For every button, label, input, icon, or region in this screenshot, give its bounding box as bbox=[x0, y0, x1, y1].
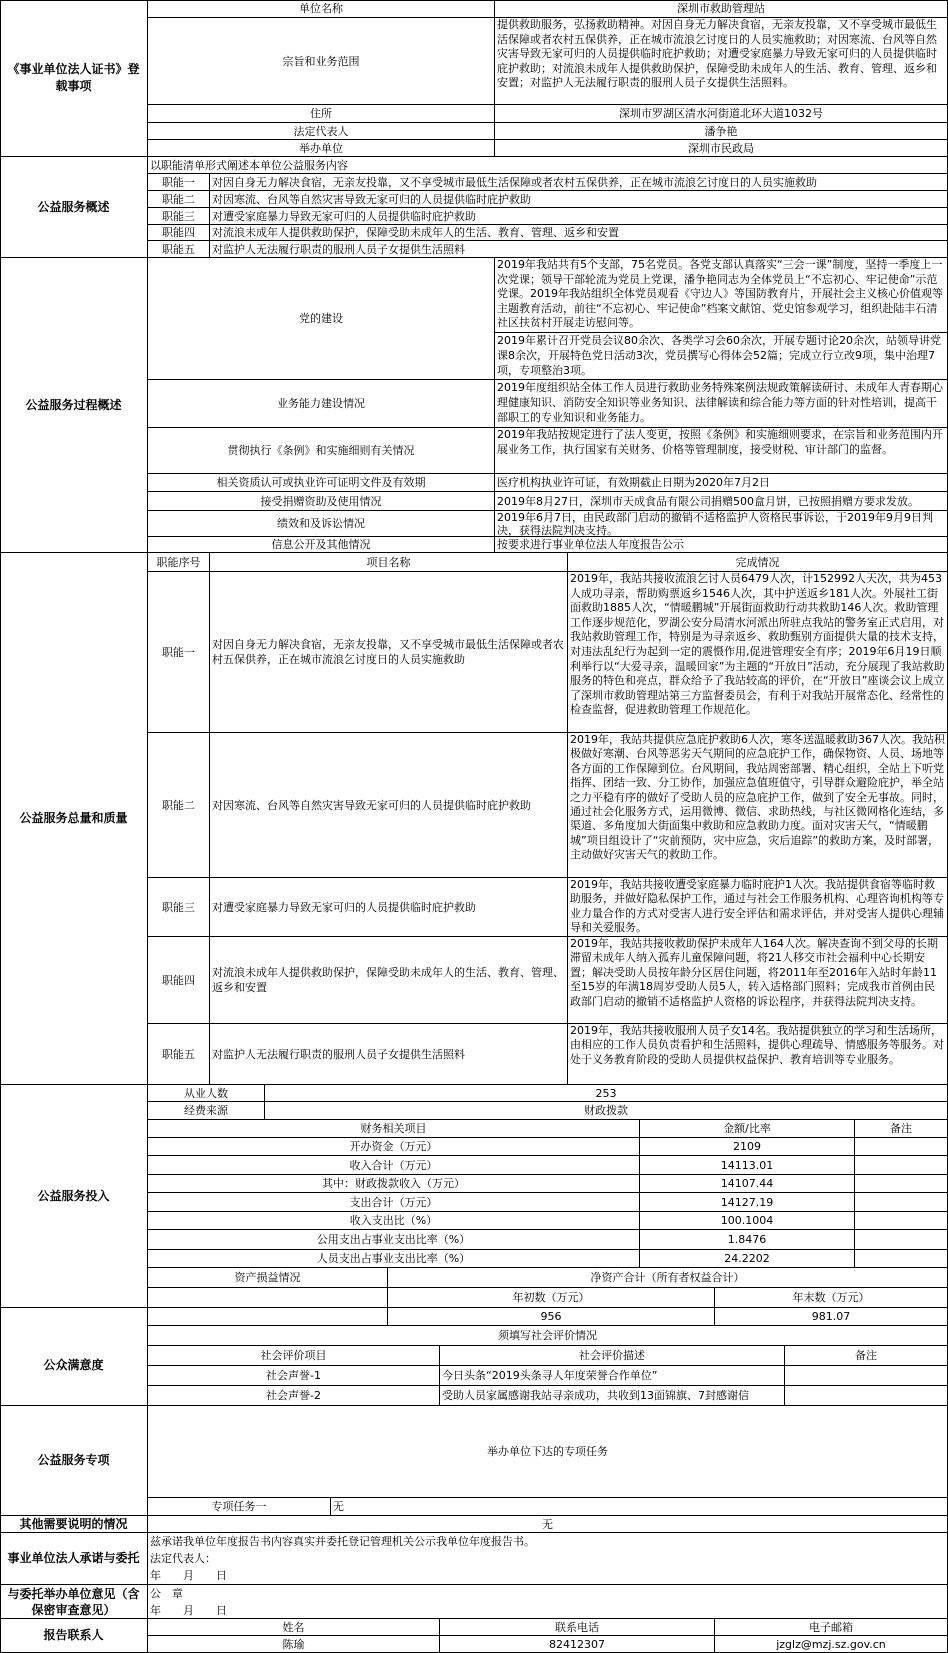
assets-empty-cell bbox=[148, 1288, 388, 1308]
end-year-value: 981.07 bbox=[715, 1308, 948, 1326]
staff-count-label: 从业人数 bbox=[148, 1085, 265, 1102]
function-no: 职能五 bbox=[148, 241, 210, 258]
process-value-litigation: 2019年6月7日，由民政部门启动的撤销不适格监护人资格民事诉讼，于2019年9月9日判决，获得法院判决支持。 bbox=[495, 511, 948, 537]
funding-source-value: 财政拨款 bbox=[265, 1102, 948, 1120]
satisfaction-desc: 今日头条“2019头条寻人年度荣誉合作单位” bbox=[440, 1366, 785, 1386]
quality-row-no: 职能五 bbox=[148, 1024, 210, 1085]
satisfaction-note bbox=[785, 1366, 948, 1386]
satisfaction-header-desc: 社会评价描述 bbox=[440, 1346, 785, 1366]
process-value-party-1: 2019年我站共有5个支部，75名党员。各党支部认真落实“三会一课”制度，坚持一季度上一次党课；领导干部轮流为党员上党课，潘争艳同志为全体党员上“不忘初心、牢记使命”示范党课。2019年我站组织全体党员观看《守边人》等国防教育片，开展社会主义核心价值观等主题教育活动，前往“不忘初心、牢记使命”档案文献馆、党史馆参观学习，组织赴陆丰石清社区扶贫村开展走访慰问等。 bbox=[495, 258, 948, 333]
special-task-value: 无 bbox=[331, 1498, 948, 1516]
quality-row-no: 职能二 bbox=[148, 733, 210, 878]
section-label-commitment: 事业单位法人承诺与委托 bbox=[0, 1533, 148, 1585]
section-label-process: 公益服务过程概述 bbox=[0, 258, 148, 553]
finance-note bbox=[855, 1193, 948, 1212]
service-overview-intro: 以职能清单形式阐述本单位公益服务内容 bbox=[148, 157, 948, 174]
finance-value: 14107.44 bbox=[640, 1175, 855, 1193]
finance-value: 14113.01 bbox=[640, 1156, 855, 1175]
quality-row-name: 对因自身无力解决食宿，无亲友投靠，又不享受城市最低生活保障或者农村五保供养，正在城市流浪乞讨度日的人员实施救助 bbox=[210, 572, 568, 733]
contact-header-phone: 联系电话 bbox=[440, 1619, 715, 1636]
contact-header-email: 电子邮箱 bbox=[715, 1619, 948, 1636]
field-label-legal-rep: 法定代表人 bbox=[148, 123, 495, 140]
quality-row-result: 2019年，我站共接收救助保护未成年人164人次。解决查询不到父母的长期滞留未成年人纳入孤弃儿童保障问题，将21人移交市社会福利中心长期安置；解决受助人员按年龄分区居住问题，将2011年至2016年入站时年龄11至15岁的年满18周岁受助人员5人，转入适格部门照料；完成我市首例由民政部门启动的撤销不适格监护人资格的诉讼程序，并获得法院判决支持。 bbox=[568, 937, 948, 1024]
quality-row-name: 对监护人无法履行职责的服刑人员子女提供生活照料 bbox=[210, 1024, 568, 1085]
quality-row-result: 2019年，我站共接收遭受家庭暴力临时庇护1人次。我站提供食宿等临时救助服务，并做好隐私保护工作，通过与社会工作服务机构、心理咨询机构等专业力量合作的方式对受害人进行安全评估和需求评估，并对受害人提供心理辅导和关爱服务。 bbox=[568, 878, 948, 937]
process-label-regulation: 贯彻执行《条例》和实施细则有关情况 bbox=[148, 428, 495, 474]
commitment-date: 年 月 日 bbox=[150, 1569, 227, 1582]
staff-count-value: 253 bbox=[265, 1085, 948, 1102]
process-label-license: 相关资质认可或执业许可证明文件及有效期 bbox=[148, 474, 495, 492]
opinion-seal: 公 章 bbox=[150, 1586, 183, 1600]
function-text: 对监护人无法履行职责的服刑人员子女提供生活照料 bbox=[210, 241, 948, 258]
satisfaction-header-note: 备注 bbox=[785, 1346, 948, 1366]
function-no: 职能二 bbox=[148, 191, 210, 208]
contact-email[interactable]: jzglz@mzj.sz.gov.cn bbox=[715, 1636, 948, 1653]
process-value-party-2: 2019年累计召开党员会议80余次、各类学习会60余次，开展专题讨论20余次，站领导讲党课8余次，开展特色党日活动3次，党员撰写心得体会52篇；完成立行立改9项，集中治理7项，专项整治3项。 bbox=[495, 333, 948, 380]
opinion-date: 年 月 日 bbox=[150, 1603, 227, 1617]
finance-header-amount: 金额/比率 bbox=[640, 1120, 855, 1138]
quality-row-no: 职能三 bbox=[148, 878, 210, 937]
finance-item: 其中：财政拨款收入（万元） bbox=[148, 1175, 640, 1193]
other-value: 无 bbox=[148, 1516, 948, 1533]
section-label-opinion: 与委托举办单位意见（含保密审查意见） bbox=[0, 1585, 148, 1619]
opinion-body bbox=[148, 1585, 948, 1619]
field-value-purpose: 提供救助服务，弘扬救助精神。对因自身无力解决食宿，无亲友投靠，又不享受城市最低生活保障或者农村五保供养，正在城市流浪乞讨度日的人员实施救助；对因寒流、台风等自然灾害导致无家可归的人员提供临时庇护救助；对遭受家庭暴力导致无家可归的人员提供临时庇护救助；对流浪未成年人提供救助保护，保障受助未成年人的生活、教育、管理、返乡和安置；对监护人无法履行职责的服刑人员子女提供生活照料。 bbox=[495, 18, 948, 105]
section-label-input: 公益服务投入 bbox=[0, 1085, 148, 1308]
finance-value: 100.1004 bbox=[640, 1212, 855, 1230]
process-label-party: 党的建设 bbox=[148, 258, 495, 380]
satisfaction-desc: 受助人员家属感谢我站寻亲成功，共收到13面锦旗、7封感谢信 bbox=[440, 1386, 785, 1406]
finance-note bbox=[855, 1175, 948, 1193]
commitment-statement: 兹承诺我单位年度报告书内容真实并委托登记管理机关公示我单位年度报告书。 bbox=[150, 1535, 535, 1548]
finance-note bbox=[855, 1230, 948, 1250]
satisfaction-note bbox=[785, 1386, 948, 1406]
quality-header-name: 项目名称 bbox=[210, 553, 568, 572]
process-label-capacity: 业务能力建设情况 bbox=[148, 380, 495, 428]
quality-row-result: 2019年，我站共提供应急庇护救助6人次，寒冬送温暖救助367人次。我站积极做好寒潮、台风等恶劣天气期间的应急庇护工作，确保物资、人员、场地等各方面的工作保障到位。台风期间，我站周密部署、精心组织，全站上下听党指挥、团结一致、分工协作，加强应急值班值守，引导群众避险庇护，举全站之力平稳有序的做好了受助人员的应急庇护工作，做到了安全无事故。同时，通过社会化服务方式，运用微博、微信、求助热线，与社区微网格化连结，多渠道、多角度加大街面集中救助和应急救助力度。面对灾害天气，“情暖鹏城”项目组设计了“灾前预防，灾中应急，灾后追踪”的救助方案，及时部署，主动做好灾害天气的救助工作。 bbox=[568, 733, 948, 878]
section-label-registration: 《事业单位法人证书》登载事项 bbox=[0, 0, 148, 157]
section-label-other: 其他需要说明的情况 bbox=[0, 1516, 148, 1533]
quality-row-name: 对因寒流、台风等自然灾害导致无家可归的人员提供临时庇护救助 bbox=[210, 733, 568, 878]
finance-item: 支出合计（万元） bbox=[148, 1193, 640, 1212]
contact-name: 陈瑜 bbox=[148, 1636, 440, 1653]
satisfaction-header-item: 社会评价项目 bbox=[148, 1346, 440, 1366]
special-task-label: 专项任务一 bbox=[148, 1498, 331, 1516]
special-title: 举办单位下达的专项任务 bbox=[148, 1406, 948, 1498]
contact-phone: 82412307 bbox=[440, 1636, 715, 1653]
input-section-continuation bbox=[0, 1308, 148, 1326]
process-label-litigation: 绩效和及诉讼情况 bbox=[148, 511, 495, 537]
field-label-sponsor: 举办单位 bbox=[148, 140, 495, 157]
satisfaction-item: 社会声誉-2 bbox=[148, 1386, 440, 1406]
process-value-regulation: 2019年我站按规定进行了法人变更，按照《条例》和实施细则要求，在宗旨和业务范围内开展业务工作，执行国家有关财务、价格等管理制度，接受财税、审计部门的监督。 bbox=[495, 428, 948, 474]
field-value-sponsor: 深圳市民政局 bbox=[495, 140, 948, 157]
finance-item: 收入合计（万元） bbox=[148, 1156, 640, 1175]
process-label-disclosure: 信息公开及其他情况 bbox=[148, 537, 495, 553]
finance-note bbox=[855, 1250, 948, 1268]
finance-header-item: 财务相关项目 bbox=[148, 1120, 640, 1138]
begin-year-label: 年初数（万元） bbox=[388, 1288, 715, 1308]
quality-row-name: 对流浪未成年人提供救助保护，保障受助未成年人的生活、教育、管理、返乡和安置 bbox=[210, 937, 568, 1024]
assets-empty-cell bbox=[148, 1308, 388, 1326]
finance-item: 人员支出占事业支出比率（%） bbox=[148, 1250, 640, 1268]
function-no: 职能一 bbox=[148, 174, 210, 191]
section-label-special: 公益服务专项 bbox=[0, 1406, 148, 1516]
contact-header-name: 姓名 bbox=[148, 1619, 440, 1636]
satisfaction-item: 社会声誉-1 bbox=[148, 1366, 440, 1386]
section-label-satisfaction: 公众满意度 bbox=[0, 1326, 148, 1406]
finance-item: 开办资金（万元） bbox=[148, 1138, 640, 1156]
field-label-address: 住所 bbox=[148, 105, 495, 123]
satisfaction-title: 须填写社会评价情况 bbox=[148, 1326, 948, 1346]
process-value-capacity: 2019年度组织站全体工作人员进行救助业务特殊案例法规政策解读研讨、未成年人青春期心理健康知识、消防安全知识等业务知识、法律解读和综合能力等方面的针对性培训，提高干部职工的专业知识和业务能力。 bbox=[495, 380, 948, 428]
function-no: 职能四 bbox=[148, 225, 210, 241]
function-no: 职能三 bbox=[148, 208, 210, 225]
finance-item: 公用支出占事业支出比率（%） bbox=[148, 1230, 640, 1250]
function-text: 对流浪未成年人提供救助保护，保障受助未成年人的生活、教育、管理、返乡和安置 bbox=[210, 225, 948, 241]
quality-header-result: 完成情况 bbox=[568, 553, 948, 572]
field-label-unit-name: 单位名称 bbox=[148, 0, 495, 18]
field-value-unit-name: 深圳市救助管理站 bbox=[495, 0, 948, 18]
section-label-contact: 报告联系人 bbox=[0, 1619, 148, 1653]
quality-row-result: 2019年，我站共接收服刑人员子女14名。我站提供独立的学习和生活场所，由相应的工作人员负责看护和生活照料，提供心理疏导、情感服务等服务。对处于义务教育阶段的受助人员提供权益保护、教育培训等专业服务。 bbox=[568, 1024, 948, 1085]
quality-row-no: 职能四 bbox=[148, 937, 210, 1024]
function-text: 对遭受家庭暴力导致无家可归的人员提供临时庇护救助 bbox=[210, 208, 948, 225]
section-label-quality: 公益服务总量和质量 bbox=[0, 553, 148, 1085]
finance-note bbox=[855, 1138, 948, 1156]
field-label-purpose: 宗旨和业务范围 bbox=[148, 18, 495, 105]
function-text: 对因寒流、台风等自然灾害导致无家可归的人员提供临时庇护救助 bbox=[210, 191, 948, 208]
assets-label: 资产损益情况 bbox=[148, 1268, 388, 1288]
begin-year-value: 956 bbox=[388, 1308, 715, 1326]
process-value-donation: 2019年8月27日，深圳市天成食品有限公司捐赠500盒月饼，已按照捐赠方要求发放。 bbox=[495, 492, 948, 511]
section-label-service-overview: 公益服务概述 bbox=[0, 157, 148, 258]
finance-item: 收入支出比（%） bbox=[148, 1212, 640, 1230]
finance-header-note: 备注 bbox=[855, 1120, 948, 1138]
function-text: 对因自身无力解决食宿，无亲友投靠，又不享受城市最低生活保障或者农村五保供养，正在城市流浪乞讨度日的人员实施救助 bbox=[210, 174, 948, 191]
quality-header-no: 职能序号 bbox=[148, 553, 210, 572]
end-year-label: 年末数（万元） bbox=[715, 1288, 948, 1308]
commitment-legal-rep: 法定代表人： bbox=[150, 1552, 216, 1565]
quality-row-name: 对遭受家庭暴力导致无家可归的人员提供临时庇护救助 bbox=[210, 878, 568, 937]
finance-value: 14127.19 bbox=[640, 1193, 855, 1212]
commitment-body bbox=[148, 1533, 948, 1585]
finance-note bbox=[855, 1212, 948, 1230]
quality-row-no: 职能一 bbox=[148, 572, 210, 733]
process-value-disclosure: 按要求进行事业单位法人年度报告公示 bbox=[495, 537, 948, 553]
finance-note bbox=[855, 1156, 948, 1175]
finance-value: 24.2202 bbox=[640, 1250, 855, 1268]
process-value-license: 医疗机构执业许可证，有效期截止日期为2020年7月2日 bbox=[495, 474, 948, 492]
finance-value: 1.8476 bbox=[640, 1230, 855, 1250]
funding-source-label: 经费来源 bbox=[148, 1102, 265, 1120]
process-label-donation: 接受捐赠资助及使用情况 bbox=[148, 492, 495, 511]
field-value-legal-rep: 潘争艳 bbox=[495, 123, 948, 140]
quality-row-result: 2019年，我站共接收流浪乞讨人员6479人次，计152992人天次，共为453人成功寻亲，帮助购票返乡1546人次，其中护送返乡181人次。外展社工街面救助1885人次，“情暖鹏城”开展街面救助行动共救助146人次。救助管理工作逐步规范化，罗湖公安分局清水河派出所驻点我站的警务室正式启用，对我站救助管理工作，特别是为寻亲返乡、救助甄别方面提供大量的技术支持，对违法乱纪行为起到一定的震慑作用,促进管理安全有序；2019年6月19日顺利举行以“大爱寻亲，温暖回家”为主题的“开放日”活动，充分展现了我站救助服务的特色和亮点，群众给予了我站较高的评价，在“开放日”座谈会议上成立了深圳市救助管理站第三方监督委员会，有利于对我站开展常态化、经常性的检查监督，促进救助管理工作规范化。 bbox=[568, 572, 948, 733]
field-value-address: 深圳市罗湖区清水河街道北环大道1032号 bbox=[495, 105, 948, 123]
finance-value: 2109 bbox=[640, 1138, 855, 1156]
net-assets-label: 净资产合计（所有者权益合计） bbox=[388, 1268, 948, 1288]
